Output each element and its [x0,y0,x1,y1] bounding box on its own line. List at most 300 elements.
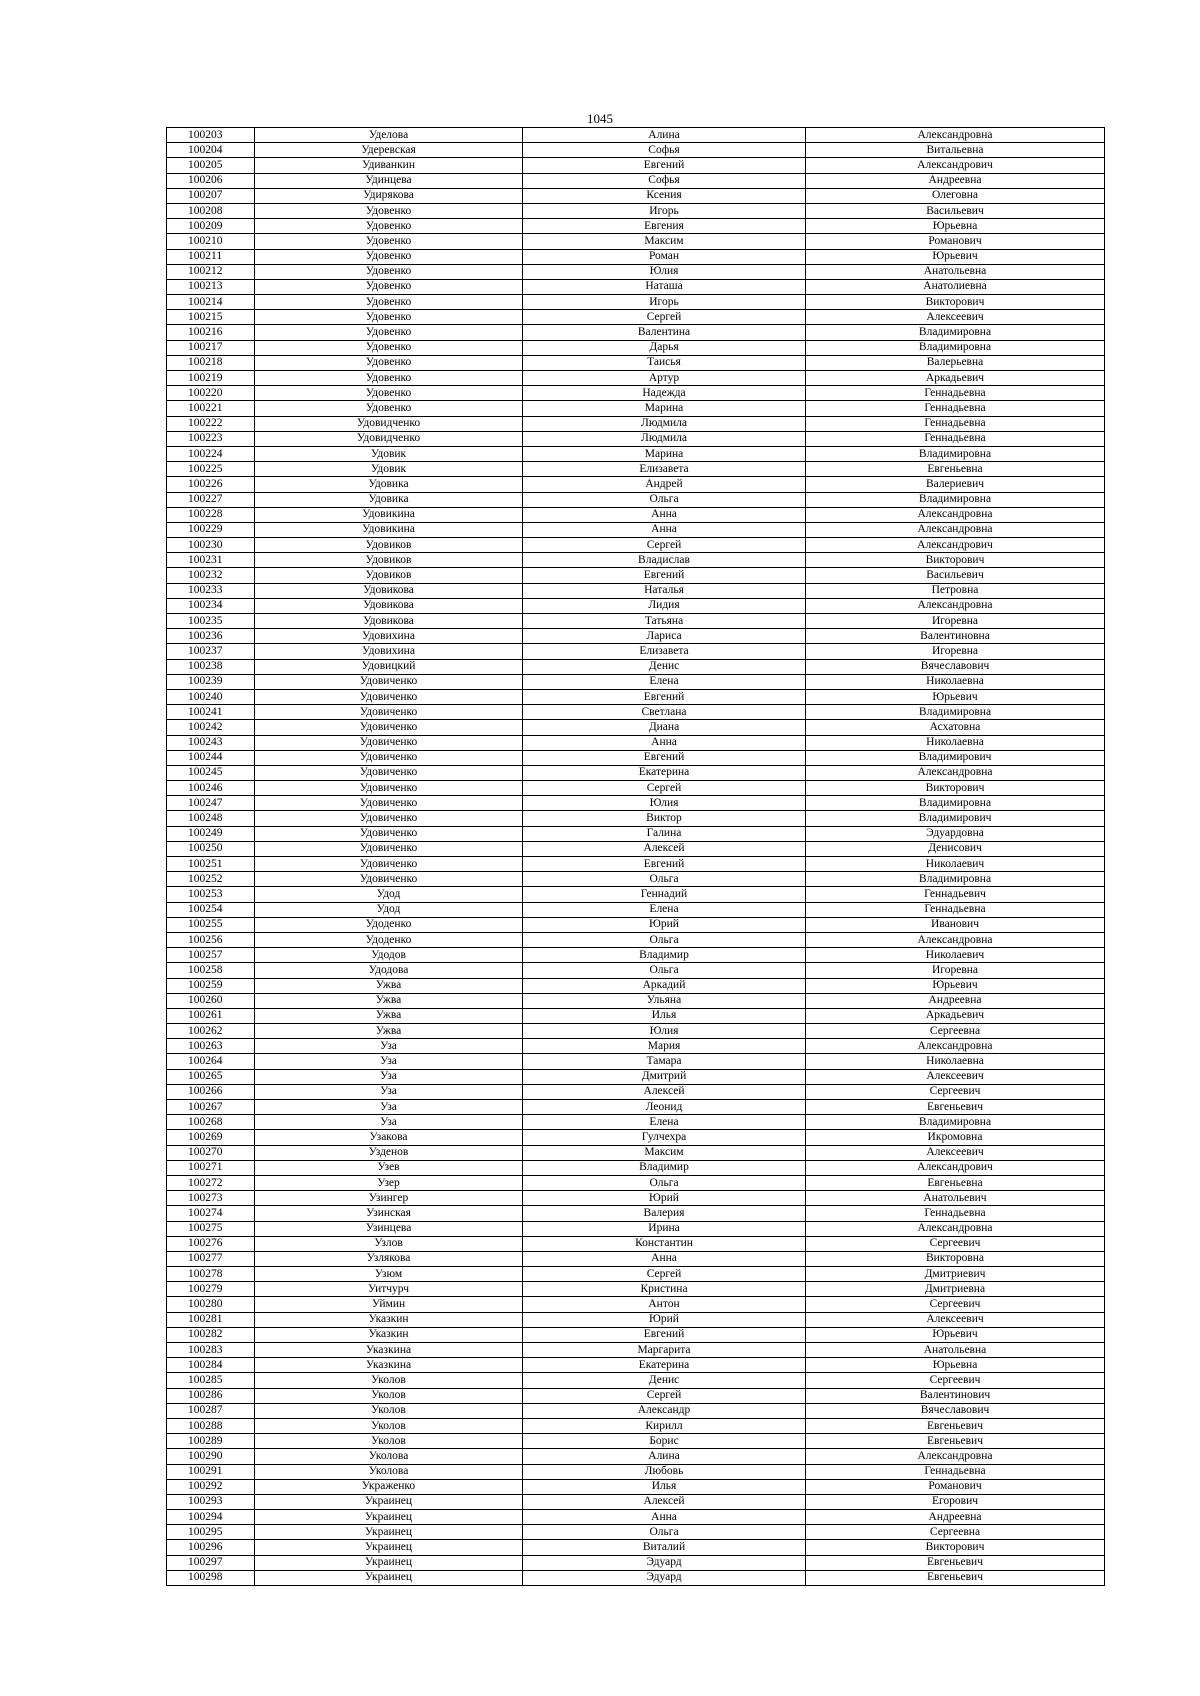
record-id-cell: 100249 [167,826,255,841]
surname-cell: Удовенко [255,355,523,370]
surname-cell: Удовенко [255,371,523,386]
record-id-cell: 100233 [167,583,255,598]
surname-cell: Узев [255,1160,523,1175]
patronymic-cell: Петровна [806,583,1105,598]
first-name-cell: Дарья [523,340,806,355]
record-id-cell: 100265 [167,1069,255,1084]
first-name-cell: Виталий [523,1540,806,1555]
surname-cell: Узакова [255,1130,523,1145]
surname-cell: Удовицкий [255,659,523,674]
record-id-cell: 100234 [167,598,255,613]
record-id-cell: 100270 [167,1145,255,1160]
first-name-cell: Таисья [523,355,806,370]
first-name-cell: Юлия [523,264,806,279]
surname-cell: Узинская [255,1206,523,1221]
patronymic-cell: Евгеньевна [806,462,1105,477]
surname-cell: Удиванкин [255,158,523,173]
page-number: 1045 [587,111,613,126]
record-id-cell: 100278 [167,1267,255,1282]
surname-cell: Узлов [255,1236,523,1251]
surname-cell: Узденов [255,1145,523,1160]
surname-cell: Удовик [255,462,523,477]
first-name-cell: Софья [523,173,806,188]
patronymic-cell: Викторович [806,553,1105,568]
record-id-cell: 100218 [167,355,255,370]
table-row [167,644,1105,659]
patronymic-cell: Александрович [806,158,1105,173]
first-name-cell: Евгений [523,1327,806,1342]
record-id-cell: 100212 [167,264,255,279]
patronymic-cell: Владимировна [806,1115,1105,1130]
patronymic-cell: Алексеевич [806,1069,1105,1084]
patronymic-cell: Александровна [806,522,1105,537]
surname-cell: Уколов [255,1373,523,1388]
patronymic-cell: Владимировна [806,705,1105,720]
table-row [167,1297,1105,1312]
table-row [167,128,1105,143]
table-row [167,325,1105,340]
surname-cell: Ужва [255,993,523,1008]
record-id-cell: 100255 [167,917,255,932]
patronymic-cell: Валериевич [806,477,1105,492]
patronymic-cell: Юрьевич [806,1327,1105,1342]
patronymic-cell: Евгеньевич [806,1418,1105,1433]
table-row [167,1540,1105,1555]
patronymic-cell: Геннадьевич [806,887,1105,902]
record-id-cell: 100220 [167,386,255,401]
record-id-cell: 100293 [167,1494,255,1509]
record-id-cell: 100241 [167,705,255,720]
patronymic-cell: Николаевич [806,948,1105,963]
patronymic-cell: Викторовна [806,1251,1105,1266]
record-id-cell: 100281 [167,1312,255,1327]
surname-cell: Удирякова [255,188,523,203]
record-id-cell: 100274 [167,1206,255,1221]
record-id-cell: 100245 [167,765,255,780]
patronymic-cell: Александровна [806,128,1105,143]
record-id-cell: 100203 [167,128,255,143]
surname-cell: Узинцева [255,1221,523,1236]
patronymic-cell: Анатольевна [806,264,1105,279]
first-name-cell: Юрий [523,1312,806,1327]
record-id-cell: 100298 [167,1570,255,1585]
table-row [167,932,1105,947]
record-id-cell: 100217 [167,340,255,355]
first-name-cell: Илья [523,1479,806,1494]
surname-cell: Удовикина [255,507,523,522]
record-id-cell: 100222 [167,416,255,431]
first-name-cell: Ксения [523,188,806,203]
surname-cell: Уколов [255,1388,523,1403]
record-id-cell: 100205 [167,158,255,173]
table-row [167,1191,1105,1206]
first-name-cell: Евгений [523,568,806,583]
surname-cell: Удовенко [255,203,523,218]
surname-cell: Удовикова [255,614,523,629]
patronymic-cell: Николаевич [806,857,1105,872]
surname-cell: Уколов [255,1418,523,1433]
surname-cell: Удинцева [255,173,523,188]
first-name-cell: Алексей [523,1084,806,1099]
first-name-cell: Алексей [523,1494,806,1509]
table-row [167,310,1105,325]
patronymic-cell: Геннадьевна [806,902,1105,917]
first-name-cell: Марина [523,446,806,461]
table-row [167,887,1105,902]
record-id-cell: 100275 [167,1221,255,1236]
record-id-cell: 100261 [167,1008,255,1023]
table-row [167,629,1105,644]
patronymic-cell: Сергеевна [806,1525,1105,1540]
table-row [167,173,1105,188]
first-name-cell: Ольга [523,963,806,978]
surname-cell: Удеревская [255,143,523,158]
first-name-cell: Леонид [523,1100,806,1115]
table-row [167,1312,1105,1327]
surname-cell: Удовиченко [255,750,523,765]
surname-cell: Удовика [255,477,523,492]
surname-cell: Уймин [255,1297,523,1312]
surname-cell: Удовиченко [255,689,523,704]
first-name-cell: Ольга [523,1175,806,1190]
first-name-cell: Ольга [523,1525,806,1540]
surname-cell: Удовенко [255,249,523,264]
patronymic-cell: Валентиновна [806,629,1105,644]
table-row [167,522,1105,537]
patronymic-cell: Владимировна [806,492,1105,507]
first-name-cell: Марина [523,401,806,416]
surname-cell: Уколов [255,1403,523,1418]
first-name-cell: Елена [523,674,806,689]
patronymic-cell: Асхатовна [806,720,1105,735]
table-row [167,492,1105,507]
patronymic-cell: Сергеевич [806,1084,1105,1099]
record-id-cell: 100239 [167,674,255,689]
patronymic-cell: Викторович [806,295,1105,310]
record-id-cell: 100242 [167,720,255,735]
first-name-cell: Маргарита [523,1343,806,1358]
surname-cell: Удовиченко [255,705,523,720]
first-name-cell: Мария [523,1039,806,1054]
record-id-cell: 100288 [167,1418,255,1433]
first-name-cell: Анна [523,522,806,537]
registry-body [167,128,1105,1586]
record-id-cell: 100267 [167,1100,255,1115]
record-id-cell: 100210 [167,234,255,249]
record-id-cell: 100206 [167,173,255,188]
surname-cell: Указкин [255,1312,523,1327]
table-row [167,371,1105,386]
first-name-cell: Александр [523,1403,806,1418]
first-name-cell: Денис [523,659,806,674]
table-row [167,234,1105,249]
surname-cell: Уза [255,1054,523,1069]
record-id-cell: 100211 [167,249,255,264]
patronymic-cell: Юрьевич [806,978,1105,993]
first-name-cell: Владимир [523,948,806,963]
first-name-cell: Аркадий [523,978,806,993]
first-name-cell: Евгений [523,750,806,765]
patronymic-cell: Игоревна [806,614,1105,629]
surname-cell: Удод [255,887,523,902]
surname-cell: Уколов [255,1434,523,1449]
record-id-cell: 100253 [167,887,255,902]
first-name-cell: Светлана [523,705,806,720]
table-row [167,1115,1105,1130]
patronymic-cell: Александровна [806,1039,1105,1054]
patronymic-cell: Владимировна [806,340,1105,355]
record-id-cell: 100225 [167,462,255,477]
table-row [167,826,1105,841]
record-id-cell: 100237 [167,644,255,659]
record-id-cell: 100243 [167,735,255,750]
table-row [167,659,1105,674]
table-row [167,796,1105,811]
table-row [167,583,1105,598]
surname-cell: Ужва [255,1024,523,1039]
table-row [167,1084,1105,1099]
surname-cell: Украинец [255,1555,523,1570]
patronymic-cell: Анатолиевна [806,279,1105,294]
patronymic-cell: Викторович [806,781,1105,796]
record-id-cell: 100247 [167,796,255,811]
record-id-cell: 100260 [167,993,255,1008]
first-name-cell: Людмила [523,431,806,446]
surname-cell: Удовиченко [255,811,523,826]
first-name-cell: Дмитрий [523,1069,806,1084]
record-id-cell: 100215 [167,310,255,325]
patronymic-cell: Владимировна [806,872,1105,887]
table-row [167,1418,1105,1433]
table-row [167,1221,1105,1236]
surname-cell: Украинец [255,1510,523,1525]
patronymic-cell: Александровна [806,765,1105,780]
patronymic-cell: Николаевна [806,1054,1105,1069]
table-row [167,355,1105,370]
first-name-cell: Татьяна [523,614,806,629]
first-name-cell: Юрий [523,1191,806,1206]
patronymic-cell: Геннадьевна [806,401,1105,416]
record-id-cell: 100257 [167,948,255,963]
record-id-cell: 100290 [167,1449,255,1464]
record-id-cell: 100263 [167,1039,255,1054]
table-row [167,811,1105,826]
record-id-cell: 100219 [167,371,255,386]
patronymic-cell: Алексеевич [806,1312,1105,1327]
first-name-cell: Юлия [523,796,806,811]
record-id-cell: 100221 [167,401,255,416]
record-id-cell: 100269 [167,1130,255,1145]
surname-cell: Уколова [255,1464,523,1479]
table-row [167,416,1105,431]
patronymic-cell: Владимировна [806,325,1105,340]
surname-cell: Узлякова [255,1251,523,1266]
record-id-cell: 100284 [167,1358,255,1373]
surname-cell: Уза [255,1115,523,1130]
table-row [167,1100,1105,1115]
surname-cell: Украинец [255,1570,523,1585]
surname-cell: Уза [255,1100,523,1115]
first-name-cell: Надежда [523,386,806,401]
patronymic-cell: Аркадьевич [806,1008,1105,1023]
record-id-cell: 100204 [167,143,255,158]
table-row [167,978,1105,993]
table-row [167,446,1105,461]
surname-cell: Удовидченко [255,416,523,431]
first-name-cell: Алина [523,128,806,143]
surname-cell: Украинец [255,1525,523,1540]
table-row [167,553,1105,568]
record-id-cell: 100231 [167,553,255,568]
table-row [167,1327,1105,1342]
patronymic-cell: Романович [806,234,1105,249]
surname-cell: Удовенко [255,234,523,249]
record-id-cell: 100228 [167,507,255,522]
first-name-cell: Елизавета [523,462,806,477]
patronymic-cell: Владимирович [806,750,1105,765]
record-id-cell: 100294 [167,1510,255,1525]
first-name-cell: Юлия [523,1024,806,1039]
patronymic-cell: Сергеевна [806,1024,1105,1039]
table-row [167,279,1105,294]
patronymic-cell: Анатольевна [806,1343,1105,1358]
surname-cell: Удовиченко [255,674,523,689]
table-row [167,1175,1105,1190]
patronymic-cell: Аркадьевич [806,371,1105,386]
table-row [167,1343,1105,1358]
surname-cell: Уза [255,1084,523,1099]
record-id-cell: 100258 [167,963,255,978]
table-row [167,477,1105,492]
surname-cell: Удовиков [255,568,523,583]
patronymic-cell: Евгеньевич [806,1570,1105,1585]
table-row [167,386,1105,401]
table-row [167,857,1105,872]
first-name-cell: Кристина [523,1282,806,1297]
surname-cell: Уколова [255,1449,523,1464]
first-name-cell: Алексей [523,841,806,856]
table-row [167,948,1105,963]
table-row [167,219,1105,234]
first-name-cell: Андрей [523,477,806,492]
record-id-cell: 100264 [167,1054,255,1069]
surname-cell: Удовика [255,492,523,507]
table-row [167,1069,1105,1084]
surname-cell: Удовенко [255,219,523,234]
patronymic-cell: Геннадьевна [806,431,1105,446]
first-name-cell: Борис [523,1434,806,1449]
surname-cell: Удовенко [255,279,523,294]
record-id-cell: 100226 [167,477,255,492]
patronymic-cell: Владимировна [806,446,1105,461]
table-row [167,1236,1105,1251]
record-id-cell: 100207 [167,188,255,203]
patronymic-cell: Игоревна [806,644,1105,659]
first-name-cell: Кирилл [523,1418,806,1433]
record-id-cell: 100232 [167,568,255,583]
record-id-cell: 100240 [167,689,255,704]
patronymic-cell: Алексеевич [806,310,1105,325]
first-name-cell: Денис [523,1373,806,1388]
record-id-cell: 100208 [167,203,255,218]
first-name-cell: Сергей [523,538,806,553]
first-name-cell: Ульяна [523,993,806,1008]
first-name-cell: Юрий [523,917,806,932]
record-id-cell: 100213 [167,279,255,294]
first-name-cell: Ольга [523,872,806,887]
record-id-cell: 100295 [167,1525,255,1540]
record-id-cell: 100230 [167,538,255,553]
surname-cell: Удовенко [255,264,523,279]
surname-cell: Удовихина [255,644,523,659]
table-row [167,614,1105,629]
table-row [167,431,1105,446]
surname-cell: Узюм [255,1267,523,1282]
first-name-cell: Анна [523,735,806,750]
surname-cell: Уитчурч [255,1282,523,1297]
table-row [167,735,1105,750]
table-row [167,203,1105,218]
first-name-cell: Артур [523,371,806,386]
record-id-cell: 100223 [167,431,255,446]
record-id-cell: 100254 [167,902,255,917]
first-name-cell: Любовь [523,1464,806,1479]
patronymic-cell: Сергеевич [806,1236,1105,1251]
table-row [167,401,1105,416]
patronymic-cell: Валентинович [806,1388,1105,1403]
patronymic-cell: Егорович [806,1494,1105,1509]
first-name-cell: Ольга [523,492,806,507]
patronymic-cell: Александровна [806,1221,1105,1236]
record-id-cell: 100224 [167,446,255,461]
record-id-cell: 100287 [167,1403,255,1418]
table-row [167,917,1105,932]
patronymic-cell: Владимировна [806,796,1105,811]
record-id-cell: 100289 [167,1434,255,1449]
first-name-cell: Елена [523,1115,806,1130]
patronymic-cell: Евгеньевич [806,1555,1105,1570]
first-name-cell: Игорь [523,295,806,310]
table-row [167,750,1105,765]
table-row [167,1555,1105,1570]
first-name-cell: Максим [523,234,806,249]
patronymic-cell: Икромовна [806,1130,1105,1145]
first-name-cell: Валентина [523,325,806,340]
surname-cell: Удовенко [255,295,523,310]
surname-cell: Уза [255,1039,523,1054]
patronymic-cell: Валерьевна [806,355,1105,370]
surname-cell: Украженко [255,1479,523,1494]
table-row [167,1024,1105,1039]
patronymic-cell: Николаевна [806,735,1105,750]
first-name-cell: Сергей [523,781,806,796]
surname-cell: Уза [255,1069,523,1084]
record-id-cell: 100256 [167,932,255,947]
record-id-cell: 100209 [167,219,255,234]
record-id-cell: 100266 [167,1084,255,1099]
patronymic-cell: Викторович [806,1540,1105,1555]
table-row [167,1494,1105,1509]
patronymic-cell: Васильевич [806,203,1105,218]
table-row [167,507,1105,522]
first-name-cell: Галина [523,826,806,841]
record-id-cell: 100285 [167,1373,255,1388]
table-row [167,993,1105,1008]
patronymic-cell: Юрьевна [806,1358,1105,1373]
record-id-cell: 100268 [167,1115,255,1130]
record-id-cell: 100244 [167,750,255,765]
patronymic-cell: Андреевна [806,993,1105,1008]
